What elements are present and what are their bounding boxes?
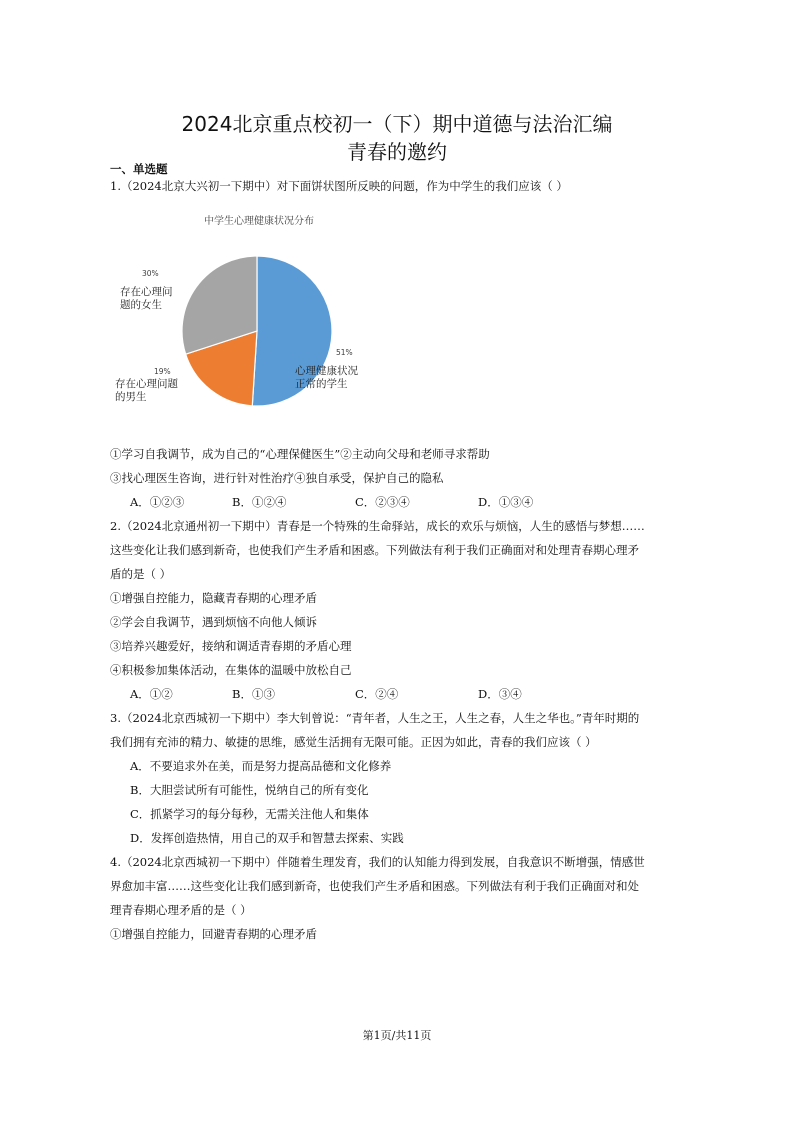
q4-item-1: ①增强自控能力，回避青春期的心理矛盾 [110, 927, 317, 941]
q1-stem: 1.（2024北京大兴初一下期中）对下面饼状图所反映的问题，作为中学生的我们应该（ ） [110, 179, 568, 193]
q3-option-a: A．不要追求外在美，而是努力提高品德和文化修养 [130, 759, 392, 773]
pct-label-boys: 19% [154, 367, 171, 376]
q2-stem-line-3: 盾的是（ ） [110, 567, 172, 581]
slice-label-boys-2: 的男生 [115, 391, 147, 403]
q3-option-c: C．抓紧学习的每分每秒，无需关注他人和集体 [130, 807, 369, 821]
pct-label-normal: 51% [336, 348, 353, 357]
q1-item-line-2: ③找心理医生咨询，进行针对性治疗④独自承受，保护自己的隐私 [110, 471, 444, 485]
q2-stem-line-2: 这些变化让我们感到新奇，也使我们产生矛盾和困惑。下列做法有利于我们正确面对和处理青春期心理矛 [110, 543, 639, 557]
q3-stem-line-1: 3.（2024北京西城初一下期中）李大钊曾说：“青年者，人生之王，人生之春，人生之华也。”青年时期的 [110, 711, 640, 725]
q2-option-a: A．①② [130, 687, 173, 701]
q2-item-2: ②学会自我调节，遇到烦恼不向他人倾诉 [110, 615, 317, 629]
section-heading: 一、单选题 [110, 162, 168, 176]
q2-item-1: ①增强自控能力，隐藏青春期的心理矛盾 [110, 591, 317, 605]
pct-label-girls: 30% [142, 269, 159, 278]
q2-option-c: C．②④ [355, 687, 399, 701]
q1-item-line-1: ①学习自我调节，成为自己的“心理保健医生”②主动向父母和老师寻求帮助 [110, 447, 490, 461]
q1-option-c: C．②③④ [355, 495, 410, 509]
q2-option-d: D．③④ [478, 687, 522, 701]
q1-option-d: D．①③④ [478, 495, 534, 509]
page-footer: 第1页/共11页 [362, 1029, 432, 1042]
slice-label-boys-1: 存在心理问题 [115, 378, 178, 390]
slice-label-girls-2: 题的女生 [120, 299, 162, 311]
q3-stem-line-2: 我们拥有充沛的精力、敏捷的思维，感觉生活拥有无限可能。正因为如此，青春的我们应该（ ） [110, 735, 597, 749]
document-subtitle: 青春的邀约 [347, 140, 447, 164]
q3-option-b: B．大胆尝试所有可能性，悦纳自己的所有变化 [130, 783, 369, 797]
q2-item-4: ④积极参加集体活动，在集体的温暖中放松自己 [110, 663, 352, 677]
q3-option-d: D．发挥创造热情，用自己的双手和智慧去探索、实践 [130, 831, 404, 845]
q2-stem-line-1: 2.（2024北京通州初一下期中）青春是一个特殊的生命驿站，成长的欢乐与烦恼，人生的感悟与梦想…… [110, 519, 645, 533]
pie-chart [110, 208, 390, 413]
q1-option-a: A．①②③ [130, 495, 185, 509]
chart-title: 中学生心理健康状况分布 [204, 216, 314, 227]
q2-option-b: B．①③ [232, 687, 275, 701]
q1-option-b: B．①②④ [232, 495, 287, 509]
slice-label-normal-1: 心理健康状况 [295, 365, 358, 377]
q2-item-3: ③培养兴趣爱好，接纳和调适青春期的矛盾心理 [110, 639, 352, 653]
slice-label-girls-1: 存在心理问 [120, 286, 173, 298]
document-title: 2024北京重点校初一（下）期中道德与法治汇编 [181, 112, 613, 136]
q4-stem-line-1: 4.（2024北京西城初一下期中）伴随着生理发育，我们的认知能力得到发展，自我意识不断增强，情感世 [110, 855, 645, 869]
slice-label-normal-2: 正常的学生 [295, 378, 348, 390]
q4-stem-line-3: 理青春期心理矛盾的是（ ） [110, 903, 252, 917]
q4-stem-line-2: 界愈加丰富……这些变化让我们感到新奇，也使我们产生矛盾和困惑。下列做法有利于我们正确面对和处 [110, 879, 639, 893]
